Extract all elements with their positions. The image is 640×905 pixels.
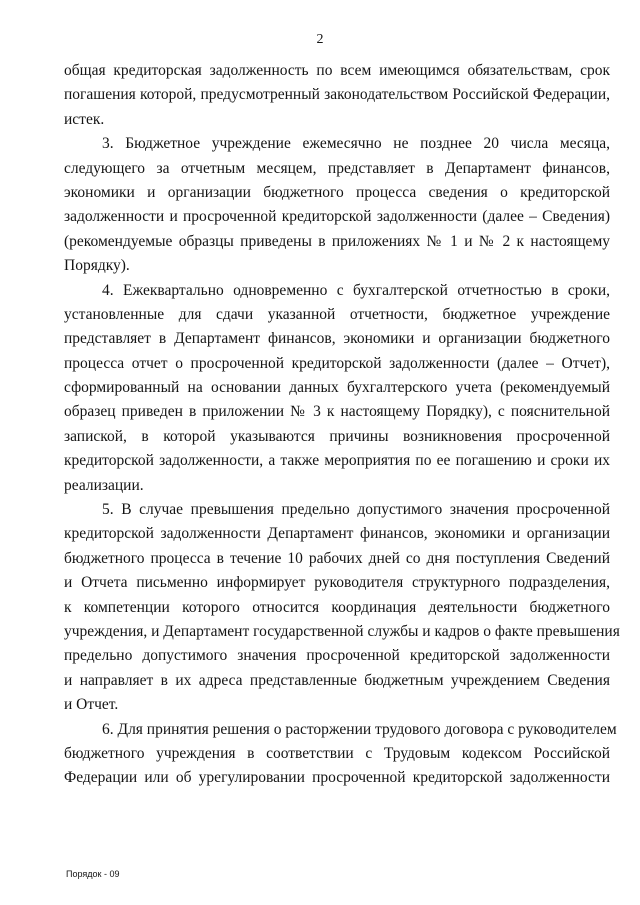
paragraph-item-3 <box>64 132 610 278</box>
text-line: и направляет в их адреса представленные бюджетным учреждением Сведения <box>64 671 610 689</box>
text-line: сформированный на основании данных бухгалтерского учета (рекомендуемый <box>64 379 610 397</box>
text-line: 4. Ежеквартально одновременно с бухгалтерской отчетностью в сроки, <box>102 281 610 299</box>
text-line: задолженности и просроченной кредиторской задолженности (далее – Сведения) <box>64 208 610 226</box>
text-line: 5. В случае превышения предельно допустимого значения просроченной <box>102 501 610 519</box>
text-line: 6. Для принятия решения о расторжении трудового договора с руководителем <box>102 720 617 738</box>
paragraph-item-4 <box>64 279 610 499</box>
text-line: представляет в Департамент финансов, экономики и организации бюджетного <box>64 330 610 348</box>
document-footer-code: Порядок - 09 <box>66 869 120 879</box>
text-line: бюджетного процесса в течение 10 рабочих дней со дня поступления Сведений <box>64 549 610 567</box>
text-line: Федерации или об урегулировании просроченной кредиторской задолженности <box>64 769 610 787</box>
text-line: экономики и организации бюджетного процесса сведения о кредиторской <box>64 183 610 201</box>
paragraph-continuation <box>64 59 610 132</box>
text-line: и Отчета письменно информирует руководителя структурного подразделения, <box>64 574 610 592</box>
text-line: кредиторской задолженности Департамент финансов, экономики и организации <box>64 525 610 543</box>
text-line: учреждения, и Департамент государственной службы и кадров о факте превышения <box>64 622 620 640</box>
text-line: истек. <box>64 110 105 128</box>
text-line: погашения которой, предусмотренный законодательством Российской Федерации, <box>64 86 610 104</box>
text-line: кредиторской задолженности, а также мероприятия по ее погашению и сроки их <box>64 452 610 470</box>
text-line: и Отчет. <box>64 696 119 714</box>
text-line: процесса отчет о просроченной кредиторской задолженности (далее – Отчет), <box>64 354 610 372</box>
text-line: следующего за отчетным месяцем, представляет в Департамент финансов, <box>64 159 610 177</box>
page-number: 2 <box>316 32 324 47</box>
text-line: общая кредиторская задолженность по всем имеющимся обязательствам, срок <box>64 62 610 79</box>
text-line: Порядку). <box>64 257 130 275</box>
paragraph-item-5 <box>64 498 620 718</box>
text-line: к компетенции которого относится координация деятельности бюджетного <box>64 598 610 616</box>
document-body <box>64 59 620 791</box>
text-line: образец приведен в приложении № 3 к настоящему Порядку), с пояснительной <box>64 403 610 421</box>
text-line: установленные для сдачи указанной отчетности, бюджетное учреждение <box>64 305 610 323</box>
text-line: 3. Бюджетное учреждение ежемесячно не позднее 20 числа месяца, <box>102 135 610 153</box>
text-line: бюджетного учреждения в соответствии с Трудовым кодексом Российской <box>64 744 610 762</box>
text-line: запиской, в которой указываются причины возникновения просроченной <box>64 427 610 445</box>
text-line: реализации. <box>64 476 144 494</box>
text-line: предельно допустимого значения просроченной кредиторской задолженности <box>64 647 610 665</box>
paragraph-item-6 <box>64 718 617 791</box>
text-line: (рекомендуемые образцы приведены в приложениях № 1 и № 2 к настоящему <box>64 232 610 250</box>
